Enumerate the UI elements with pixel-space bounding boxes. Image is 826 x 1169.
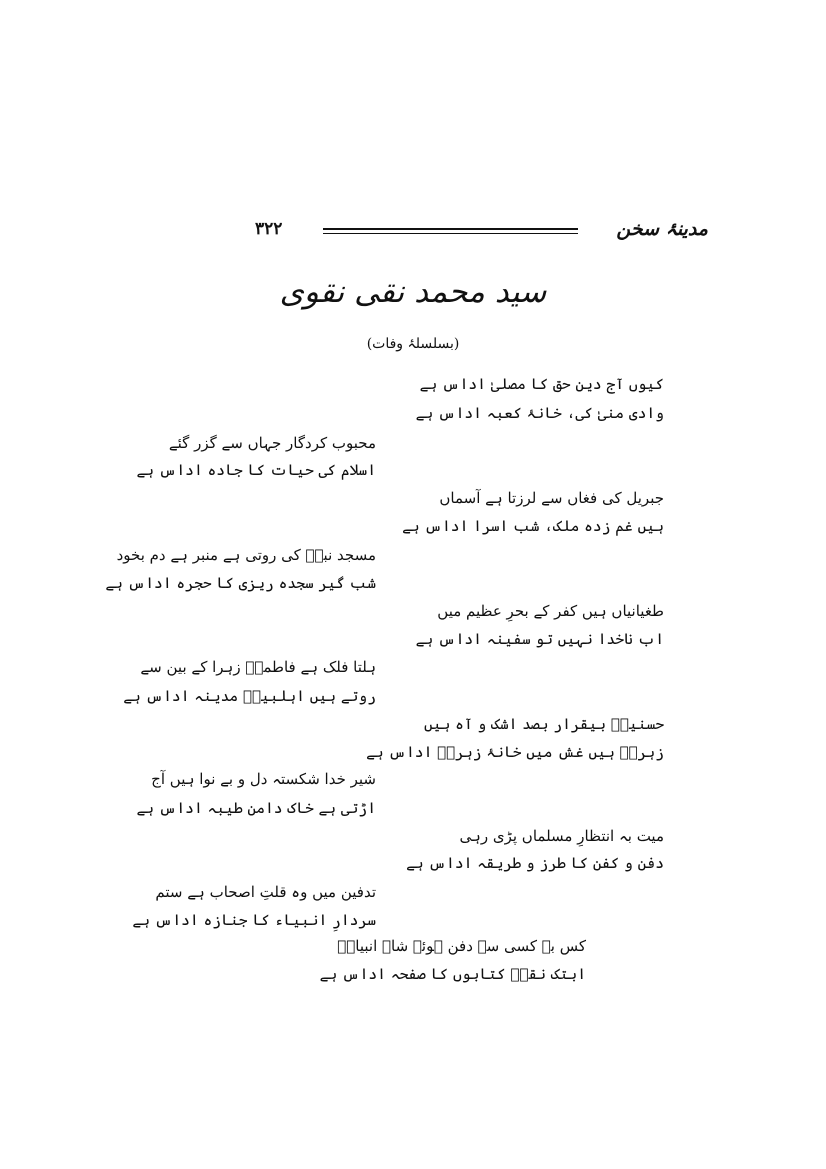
poet-name-heading: سید محمد نقی نقوی bbox=[279, 274, 547, 310]
verse-line: مسجد نبیؐ کی روتی ہے منبر ہے دم بخود bbox=[116, 546, 376, 564]
verse-line: اسلام کی حیات کا جادہ اداس ہے bbox=[136, 461, 376, 479]
verse-line: کس بے کسی سے دفن ہوئے شاہ انبیاءؐ bbox=[337, 937, 586, 955]
header-double-rule bbox=[323, 228, 578, 234]
verse-line: اڑتی ہے خاک دامنِ طیبہ اداس ہے bbox=[136, 799, 376, 817]
verse-line: میت بہ انتظارِ مسلماں پڑی رہی bbox=[459, 827, 664, 845]
running-header-book-title: مدینۂ سخن bbox=[616, 218, 708, 240]
verse-line: ہیں غم زدہ ملک، شب اسرا اداس ہے bbox=[402, 517, 664, 535]
poem-occasion-subtitle: (بسلسلۂ وفات) bbox=[366, 336, 460, 352]
verse-line: ابتک نقیؔ کتابوں کا صفحہ اداس ہے bbox=[319, 965, 586, 983]
verse-line: محبوب کردگار جہاں سے گزر گئے bbox=[168, 434, 376, 452]
verse-line: تدفین میں وہ قلتِ اصحاب ہے ستم bbox=[155, 883, 376, 901]
verse-line: دفن و کفن کا طرز و طریقہ اداس ہے bbox=[406, 854, 664, 872]
verse-line: روتے ہیں اہلبیتؑ مدینہ اداس ہے bbox=[123, 687, 376, 705]
verse-line: ہلتا فلک ہے فاطمہؑ زہرا کے بین سے bbox=[140, 658, 376, 676]
verse-line: سردارِ انبیاء کا جنازہ اداس ہے bbox=[132, 911, 376, 929]
verse-line: شیر خدا شکستہ دل و بے نوا ہیں آج bbox=[151, 770, 376, 788]
page-number: ۳۲۲ bbox=[255, 219, 283, 239]
verse-line: زہراؑ ہیں غش میں خانۂ زہراؑ اداس ہے bbox=[366, 743, 664, 761]
verse-line: کیوں آج دینِ حق کا مصلیٰ اداس ہے bbox=[419, 375, 664, 393]
verse-line: حسنینؑ بیقرار بصد اشک و آہ ہیں bbox=[424, 715, 664, 733]
verse-line: جبریل کی فغاں سے لرزتا ہے آسماں bbox=[439, 489, 664, 507]
verse-line: اب ناخدا نہیں تو سفینہ اداس ہے bbox=[415, 630, 664, 648]
verse-line: طغیانیاں ہیں کفر کے بحرِ عظیم میں bbox=[437, 602, 664, 620]
verse-line: وادی منیٰ کی، خانۂ کعبہ اداس ہے bbox=[415, 404, 664, 422]
verse-line: شب گیر سجدہ ریزی کا حجرہ اداس ہے bbox=[105, 574, 376, 592]
